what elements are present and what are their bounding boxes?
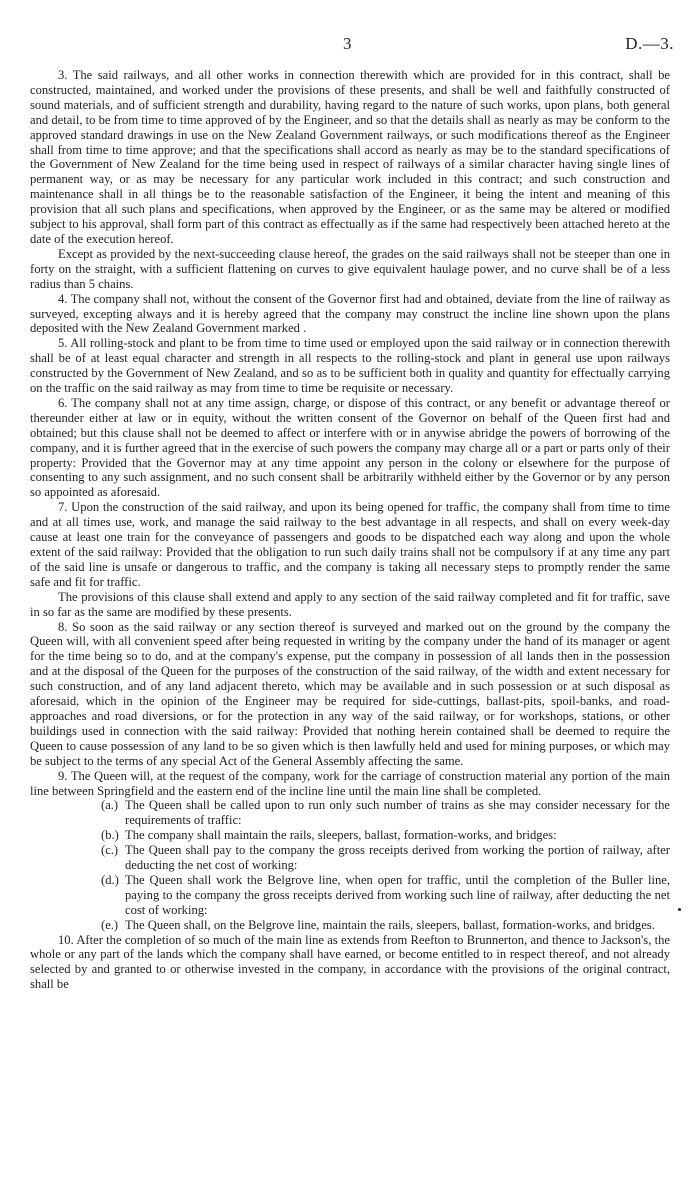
paragraph-clause-7: 7. Upon the construction of the said railway, and upon its being opened for traffic, the company shall from time to time and at all times use, work, and manage the said railway to the best advantage in all respects, and shall on every week-day cause at least one train for the conveyance of passengers and goods to be dispatched each way along and upon the whole extent of the said railway: Provided that the obligation to run such daily trains shall not be compulsory if at any time any part of the said line is unsafe or dangerous to traffic, and the company is taking all necessary steps to promptly render the same safe and fit for traffic. bbox=[30, 500, 670, 589]
document-reference: D.—3. bbox=[625, 34, 674, 53]
sub-item-label: (b.) bbox=[101, 828, 119, 843]
sub-item-label: (d.) bbox=[101, 872, 119, 887]
page-number: 3 bbox=[343, 34, 352, 53]
sub-item-text: The Queen shall be called upon to run only such number of trains as she may consider necessary for the requirements of traffic: bbox=[125, 798, 670, 828]
paragraph-clause-3: 3. The said railways, and all other works in connection therewith which are provided for in this contract, shall be constructed, maintained, and worked under the provisions of these presents, and shall be well and faithfully constructed of sound materials, and of sufficient strength and durability, having regard to the nature of such works, upon plans, both general and detail, to be from time to time approved of by the Engineer, and so that the details shall as nearly as may be conform to the approved standard drawings in use on the New Zealand Government railways, or such modifications thereof as the Engineer shall from time to time approve; and that the specifications shall accord as nearly as may be to the standard specifications of the Government of New Zealand for the time being used in respect of railways of a similar character having single lines of permanent way, or as may be necessary for any particular work included in this contract; and such construction and maintenance shall in all things be to the reasonable satisfaction of the Engineer, it being the intent and meaning of this provision that all such plans and specifications, when approved by the Engineer, or as the same may be altered or modified subject to his approval, shall form part of this contract as effectually as if the same had respectively been attached hereto at the date of the execution hereof. bbox=[30, 68, 670, 246]
sub-item-text: The company shall maintain the rails, sleepers, ballast, formation-works, and bridges: bbox=[125, 828, 557, 843]
body-text bbox=[30, 68, 670, 992]
paragraph-clause-6: 6. The company shall not at any time assign, charge, or dispose of this contract, or any benefit or advantage thereof or thereunder either at law or in equity, without the written consent of the Governor on behalf of the Queen first had and obtained; but this clause shall not be deemed to affect or interfere with or in anywise abridge the powers of borrowing of the company, and it is further agreed that in the exercise of such powers the company may charge all or a part or parts only of their property: Provided that the Governor may at any time appoint any person in the colony or elsewhere for the purpose of consenting to any such assignment, and no such consent shall be arbitrarily withheld either by the Governor or by any person so appointed as aforesaid. bbox=[30, 395, 670, 500]
sub-item-text: The Queen shall work the Belgrove line, when open for traffic, until the completion of the Buller line, paying to the company the gross receipts derived from working such line of railway, after deducting the net cost of working: bbox=[125, 872, 670, 917]
sub-item-d bbox=[30, 873, 670, 918]
paragraph-clause-7-extension: The provisions of this clause shall extend and apply to any section of the said railway completed and fit for traffic, save in so far as the same are modified by these presents. bbox=[30, 589, 670, 619]
paragraph-clause-10: 10. After the completion of so much of the main line as extends from Reefton to Brunnerton, and thence to Jackson's, the whole or any part of the lands which the company shall have earned, or become entitled to in respect thereof, and not already selected by and granted to or otherwise invested in the company, in accordance with the provisions of the original contract, shall be bbox=[30, 932, 670, 992]
sub-item-c bbox=[30, 843, 670, 873]
sub-item-label: (a.) bbox=[101, 798, 119, 813]
paragraph-clause-4: 4. The company shall not, without the consent of the Governor first had and obtained, deviate from the line of railway as surveyed, excepting always and it is hereby agreed that the company may construct the incline line shown upon the plans deposited with the New Zealand Government marked . bbox=[30, 291, 670, 336]
sub-item-label: (e.) bbox=[101, 917, 119, 932]
paragraph-clause-9: 9. The Queen will, at the request of the company, work for the carriage of construction material any portion of the main line between Springfield and the eastern end of the incline line until the main line shall be completed. bbox=[30, 768, 670, 798]
sub-item-text: The Queen shall pay to the company the gross receipts derived from working the portion of railway, after deducting the net cost of working: bbox=[125, 843, 670, 873]
sub-item-text: The Queen shall, on the Belgrove line, maintain the rails, sleepers, ballast, formation-works, and bridges. bbox=[125, 917, 655, 932]
paragraph-grades: Except as provided by the next-succeeding clause hereof, the grades on the said railways shall not be steeper than one in forty on the straight, with a sufficient flattening on curves to give equivalent haulage power, and no curve shall be of a less radius than 5 chains. bbox=[30, 246, 670, 291]
clause-9-sub-items bbox=[30, 798, 670, 932]
sub-item-label: (c.) bbox=[101, 843, 119, 858]
sub-item-b bbox=[30, 828, 670, 843]
sub-item-a bbox=[30, 798, 670, 828]
paragraph-clause-5: 5. All rolling-stock and plant to be from time to time used or employed upon the said railway or in connection therewith shall be of at least equal character and strength in all respects to the rolling-stock and plant in general use upon railways constructed by the Government of New Zealand, and so as to be sufficient both in quality and quantity for effectually carrying on the traffic on the said railway as may from time to time be requisite or necessary. bbox=[30, 336, 670, 396]
sub-item-e bbox=[30, 918, 670, 933]
margin-dot-mark bbox=[678, 908, 681, 911]
paragraph-clause-8: 8. So soon as the said railway or any section thereof is surveyed and marked out on the ground by the company the Queen will, with all convenient speed after being requested in writing by the company under the hand of its manager or agent for the time being so to do, and at the company's expense, put the company in possession of all lands then in the possession and at the disposal of the Queen for the purposes of the construction of the said railway, of the width and extent necessary for such construction, and of any land adjacent thereto, which may be available and in such possession or at such disposal as aforesaid, which in the opinion of the Engineer may be required for side-cuttings, ballast-pits, spoil-banks, and road-approaches and road diversions, or for the protection in any way of the said railway, or for workshops, stations, or other buildings used in connection with the said railway: Provided that nothing herein contained shall be deemed to require the Queen to cause possession of any land to be so given which is then lawfully held and used for mining purposes, or which may be subject to the terms of any special Act of the General Assembly affecting the same. bbox=[30, 619, 670, 768]
